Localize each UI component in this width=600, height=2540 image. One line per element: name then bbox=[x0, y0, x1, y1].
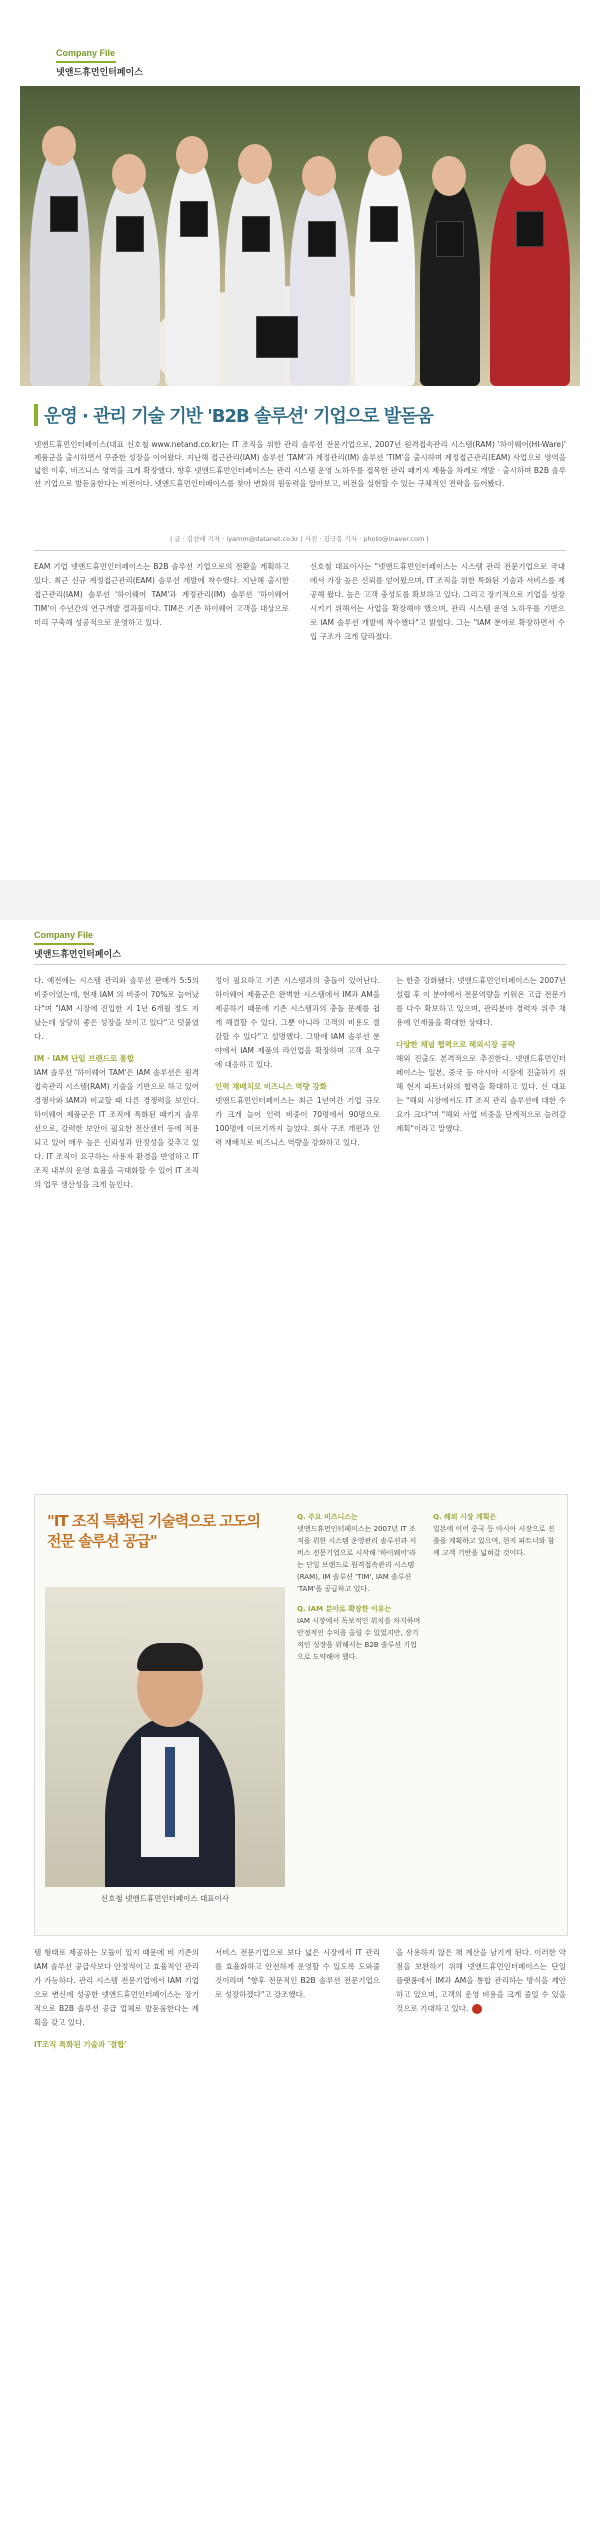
company-name: 넷앤드휴먼인터페이스 bbox=[56, 68, 143, 78]
body-column-4 bbox=[34, 1946, 199, 2486]
article-credit: | 글 · 김선애 기자 · iyamm@datanet.co.kr | 사진 · 김극봉 기자 · photo@inaver.com | bbox=[170, 535, 429, 543]
body-text: 서비스 전문기업으로 보다 넓은 시장에서 IT 관리를 효율화하고 안전하게 운영할 수 있도록 도와줄 것이라며 "향후 전문적인 B2B 솔루션 전문기업으로 성장하겠다"고 강조했다. bbox=[215, 1948, 380, 1999]
body-column-3 bbox=[396, 974, 566, 1484]
photo-book bbox=[242, 216, 270, 252]
section-tag: Company File bbox=[34, 930, 94, 940]
subheading: 다양한 채널 협력으로 해외시장 공략 bbox=[396, 1040, 516, 1049]
photo-book bbox=[50, 196, 78, 232]
body-column-2 bbox=[215, 974, 380, 1484]
body-column-5 bbox=[215, 1946, 380, 2486]
photo-book bbox=[516, 211, 544, 247]
body-column-2 bbox=[310, 560, 565, 644]
body-text: 정이 필요하고 기존 시스템과의 충돌이 있어난다. 하이웨어 제품군은 완벽한 시스템에서 IM과 AM을 제공하기 때문에 기존 시스템과의 충돌 문제를 쉽게 해결할 수 있다. 그뿐 아니라 고객의 비용도 절감할 수 있다"고 설명했다. 그밖에 IAM 솔루션 분야에서 IAM 제품의 라인업을 확장하며 고객 요구에 대응하고 있다. bbox=[215, 976, 380, 1069]
photo-book bbox=[370, 206, 398, 242]
body-text: 다. 예전에는 시스템 관리와 솔루션 판매가 5:5의 비중이었는데, 현재 IAM 의 비중이 70%로 늘어났다"며 "IAM 시장에 진입한 지 1년 6개월 정도 지났는데 상당히 좋은 성장을 보이고 있다"고 덧붙였다. bbox=[34, 976, 199, 1041]
photo-person bbox=[490, 166, 570, 386]
company-name: 넷앤드휴먼인터페이스 bbox=[34, 950, 121, 960]
body-text: 는 한층 강화됐다. 넷앤드휴먼인터페이스는 2007년 설립 후 이 분야에서 전문역량을 키워온 고급 전문가를 다수 확보하고 있으며, 관리분야 경력자 위주 채용에 인재풀을 확대한 상태다. bbox=[396, 976, 566, 1027]
qa-block bbox=[297, 1511, 422, 1663]
photo-book bbox=[180, 201, 208, 237]
body-column-1 bbox=[34, 560, 289, 630]
section-tag: Company File bbox=[56, 48, 116, 58]
article-title: 운영 · 관리 기술 기반 'B2B 솔루션' 기업으로 발돋움 bbox=[44, 406, 433, 427]
photo-hair bbox=[137, 1643, 203, 1671]
photo-person bbox=[420, 176, 480, 386]
subheading: IM · IAM 단일 브랜드로 통합 bbox=[34, 1054, 135, 1063]
ceo-caption: 신호철 넷앤드휴먼인터페이스 대표이사 bbox=[101, 1894, 229, 1903]
qa-block bbox=[433, 1511, 558, 1559]
photo-head bbox=[42, 126, 76, 166]
interview-box bbox=[34, 1494, 568, 1936]
body-column-6 bbox=[396, 1946, 566, 2486]
ceo-photo bbox=[45, 1587, 285, 1887]
divider bbox=[34, 550, 566, 551]
divider bbox=[34, 964, 566, 965]
body-text: 신호철 대표이사는 "넷앤드휴먼인터페이스는 시스템 관리 전문기업으로 국내에서 가장 높은 신뢰를 얻어왔으며, IT 조직을 위한 특화된 기술과 서비스를 제공해 왔다. 높은 고객 충성도를 확보하고 있다. 그리고 장기적으로 기업을 성장시키기 위해서는 사업을 확장해야 했으며, 관리 시스템 운영 노하우를 기반으로 IAM 솔루션 개발에 착수했다"고 밝혔다. 그는 "IAM 분야로 확장하면서 수입 구조가 크게 달라졌다. bbox=[310, 562, 565, 641]
page-gap bbox=[0, 880, 600, 920]
photo-head bbox=[368, 136, 402, 176]
body-text: 해외 진출도 본격적으로 추진한다. 넷앤드휴먼인터페이스는 일본, 중국 등 아시아 시장에 진출하기 위해 현지 파트너와의 협력을 확대하고 있다. 신 대표는 "해외 시장에서도 IT 조직 관리 솔루션에 대한 수요가 크다"며 "해외 사업 비중을 단계적으로 늘려갈 계획"이라고 말했다. bbox=[396, 1054, 566, 1133]
body-text: 을 사용하지 않은 채 계산을 남기게 된다. 이러한 약점을 보완하기 위해 넷앤드휴먼인터페이스는 단일 플랫폼에서 IM과 AM을 통합 관리하는 방식을 제안하고 있으며, 고객의 운영 비용을 크게 줄일 수 있을 것으로 기대하고 있다. bbox=[396, 1948, 566, 2013]
photo-head bbox=[510, 144, 546, 186]
interview-title: "IT 조직 특화된 기술력으로 고도의 전문 솔루션 공급" bbox=[47, 1512, 260, 1550]
group-photo bbox=[20, 86, 580, 386]
body-column-1 bbox=[34, 974, 199, 1484]
photo-person bbox=[290, 176, 350, 386]
qa-answer: 일본에 이어 중국 등 아시아 시장으로 진출을 계획하고 있으며, 현지 파트너와 함께 고객 기반을 넓혀갈 것이다. bbox=[433, 1525, 555, 1557]
photo-head bbox=[238, 144, 272, 184]
photo-person bbox=[100, 176, 160, 386]
body-text: 템 형태로 제공하는 모듈이 있지 때문에 비 기존의 IAM 솔루션 공급사보다 안정적이고 효율적인 관리가 가능하다. 관리 시스템 전문기업에서 IAM 기업으로 변신에 성공한 넷앤드휴먼인터페이스는 장기적으로 B2B 솔루션 공급 업체로 발돋움한다는 계획을 갖고 있다. bbox=[34, 1948, 199, 2027]
qa-answer: 넷앤드휴먼인터페이스는 2007년 IT 조직을 위한 시스템 운영관리 솔루션과 서비스 전문기업으로 시작해 '하이웨어'라는 단일 브랜드로 원격접속관리 시스템(RAM), IM 솔루션 'TIM', IAM 솔루션 'TAM'을 공급하고 있다. bbox=[297, 1525, 417, 1593]
article-lead: 넷앤드휴먼인터페이스(대표 신호철 www.netand.co.kr)는 IT 조직을 위한 관리 솔루션 전문기업으로, 2007년 원격접속관리 시스템(RAM) '하이웨어(HI-Ware)' 제품군을 출시하면서 꾸준한 성장을 이어왔다. 지난해 접근관리(IAM) 솔루션 'TAM'과 계정관리(IM) 솔루션 'TIM'을 출시하며 계정접근관리(EAM) 사업으로 영역을 넓힌 이후, 비즈니스 영역을 크게 확장했다. 향후 넷앤드휴먼인터페이스는 관리 시스템 운영 노하우를 접목한 관리 패키지 제품을 차례로 개발 · 출시하며 B2B 솔루션 기업으로 발돋움한다는 비전이다. 넷앤드휴먼인터페이스를 찾아 변화의 원동력을 알아보고, 비전을 실현할 수 있는 구체적인 전략을 들어봤다. bbox=[34, 440, 566, 488]
qa-answer: IAM 시장에서 독보적인 위치를 차지하며 안정적인 수익을 올릴 수 있었지만, 장기적인 성장을 위해서는 B2B 솔루션 기업으로 도약해야 했다. bbox=[297, 1617, 421, 1661]
body-text: 넷앤드휴먼인터페이스는 최근 1년여간 기업 규모가 크게 늘어 인력 비중이 70명에서 90명으로 100명에 이르기까지 늘었다. 회사 구조 개편과 인력 재배치로 비즈니스 역량을 강화하고 있다. bbox=[215, 1096, 380, 1147]
photo-book bbox=[116, 216, 144, 252]
body-text: IAM 솔루션 '하이웨어 TAM'은 IAM 솔루션은 원격접속관리 시스템(RAM) 기술을 기반으로 하고 있어 경쟁사와 IAM과 비교할 때 다른 경쟁력을 보인다. 하이웨어 제품군은 IT 조직에 특화된 패키지 솔루션으로, 강력한 보안이 필요한 전산센터 등에 적용되고 있어 매우 높은 신뢰성과 안정성을 갖추고 있다. IT 조직이 요구하는 사용자 환경을 반영하고 IT 조직 내부의 운영 효율을 극대화할 수 있어 IT 조직의 업무 생산성을 크게 높인다. bbox=[34, 1068, 199, 1189]
photo-book bbox=[308, 221, 336, 257]
qa-question: Q. IAM 분야로 확장한 이유는 bbox=[297, 1605, 392, 1613]
photo-person bbox=[355, 156, 415, 386]
photo-head bbox=[432, 156, 466, 196]
subheading: IT조직 특화된 기술과 '결합' bbox=[34, 2040, 127, 2049]
magazine-page-1 bbox=[20, 38, 580, 878]
qa-question: Q. 주요 비즈니스는 bbox=[297, 1513, 358, 1521]
photo-book bbox=[436, 221, 464, 257]
photo-person bbox=[165, 156, 220, 386]
magazine-page-2 bbox=[20, 920, 580, 2520]
qa-question: Q. 해외 시장 계획은 bbox=[433, 1513, 497, 1521]
photo-head bbox=[302, 156, 336, 196]
article-end-icon bbox=[472, 2004, 482, 2014]
section-tag-bar bbox=[34, 943, 94, 945]
photo-head bbox=[176, 136, 208, 174]
subheading: 인력 재배치로 비즈니스 역량 강화 bbox=[215, 1082, 327, 1091]
body-text: EAM 기업 넷앤드휴먼인터페이스는 B2B 솔루션 기업으로의 전환을 계획하고 있다. 최근 신규 계정접근관리(EAM) 솔루션 개발에 착수했다. 지난해 출시한 접근관리(IAM) 솔루션 '하이웨어 TAM'과 계정관리(IM) 솔루션 '하이웨어 TIM'이 수년간의 연구개발 결과물이다. TIM은 기존 하이웨어 고객을 대상으로 미리 구축해 성공적으로 운영하고 있다. bbox=[34, 562, 289, 627]
photo-person bbox=[30, 146, 90, 386]
photo-book bbox=[256, 316, 298, 358]
title-accent-bar bbox=[34, 404, 38, 426]
photo-tie bbox=[165, 1747, 175, 1837]
photo-head bbox=[112, 154, 146, 194]
section-tag-bar bbox=[56, 61, 116, 63]
